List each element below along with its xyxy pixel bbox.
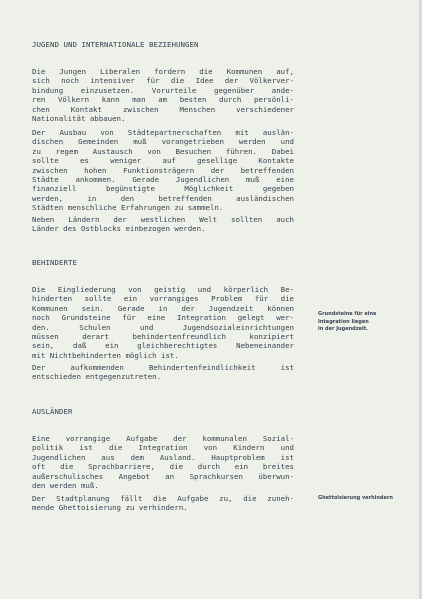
margin-note-line: in der Jugendzeit.	[318, 326, 369, 333]
text-line: Der aufkommenden Behindertenfeindlichkeit ist	[32, 363, 294, 372]
paragraph	[32, 128, 294, 213]
text-line: Der Stadtplanung fällt die Aufgabe zu, die zuneh-	[32, 494, 294, 503]
text-line: chen Kontakt zwischen Menschen verschiedener	[32, 104, 294, 114]
text-line: Kommunen sein. Gerade in der Jugendzeit können	[32, 303, 294, 313]
text-line: müssen derart behindertenfreundlich konzipiert	[32, 332, 294, 342]
margin-note-ghetto	[318, 495, 408, 503]
text-line: ren Völkern kann man am besten durch persönli-	[32, 95, 294, 105]
text-line: Länder des Ostblocks einbezogen werden.	[32, 224, 206, 234]
margin-note-line: Ghettoisierung verhindern	[318, 495, 393, 501]
text-line: den. Schulen und Jugendsozialeinrichtungen	[32, 322, 294, 332]
text-line: den werden muß.	[32, 481, 99, 491]
paragraph	[32, 363, 294, 382]
section-heading: BEHINDERTE	[32, 258, 77, 267]
text-line: Die Eingliederung von geistig und körperlich Be-	[32, 285, 294, 294]
section-behinderte	[32, 258, 294, 268]
text-line: Jugendlichen aus dem Ausland. Hauptproblem ist	[32, 452, 294, 462]
text-line: werden, in den betreffenden ausländischen	[32, 193, 294, 203]
paragraph	[32, 434, 294, 490]
text-line: sein, daß ein gleichberechtigtes Nebeneinander	[32, 341, 294, 351]
section-heading: JUGEND UND INTERNATIONALE BEZIEHUNGEN	[32, 40, 199, 49]
section-jugend-international	[32, 40, 294, 50]
text-line: finanziell begünstigte Möglichkeit gegeben	[32, 184, 294, 194]
text-line: Neben Ländern der westlichen Welt sollten auch	[32, 215, 294, 224]
text-line: Nationalität abbauen.	[32, 114, 126, 124]
text-line: noch Grundsteine für eine Integration gelegt wer-	[32, 313, 294, 323]
margin-note-integration	[318, 311, 408, 334]
text-line: politik ist die Integration von Kindern und	[32, 443, 294, 453]
text-line: zu regem Austausch von Besuchen führen. Dabei	[32, 146, 294, 156]
margin-note-line: Integration liegen	[318, 318, 369, 325]
paragraph	[32, 67, 294, 123]
text-line: Der Ausbau von Städtepartnerschaften mit auslän-	[32, 128, 294, 137]
text-line: Städte ankommen. Gerade Jugendlichen muß eine	[32, 175, 294, 185]
text-line: dischen Gemeinden muß vorangetrieben werden und	[32, 137, 294, 147]
text-line: Eine vorrangige Aufgabe der kommunalen Sozial-	[32, 434, 294, 443]
text-line: mende Ghettoisierung zu verhindern.	[32, 503, 188, 513]
section-auslaender	[32, 407, 294, 417]
text-line: mit Nichtbehinderten möglich ist.	[32, 350, 179, 360]
paragraph	[32, 494, 294, 513]
text-line: sich noch intensiver für die Idee der Völkerver-	[32, 76, 294, 86]
text-line: hinderten sollte ein vorrangiges Problem für die	[32, 294, 294, 304]
text-line: Städten menschliche Erfahrungen zu sammeln.	[32, 203, 224, 213]
text-line: sollte es weniger auf gesellige Kontakte	[32, 156, 294, 166]
margin-note-line: Grundsteine für eine	[318, 311, 377, 317]
paragraph	[32, 215, 294, 234]
text-line: außerschulisches Angebot an Sprachkursen überwun-	[32, 471, 294, 481]
section-heading: AUSLÄNDER	[32, 407, 73, 416]
text-line: oft die Sprachbarriere, die durch ein breites	[32, 462, 294, 472]
text-line: Die Jungen Liberalen fordern die Kommunen auf,	[32, 67, 294, 76]
text-line: bindung einzusetzen. Vorurteile gegenüber ande-	[32, 85, 294, 95]
text-line: entschieden entgegenzutreten.	[32, 372, 162, 382]
paragraph	[32, 285, 294, 360]
text-line: zwischen hohen Funktionsträgern der betreffenden	[32, 165, 294, 175]
